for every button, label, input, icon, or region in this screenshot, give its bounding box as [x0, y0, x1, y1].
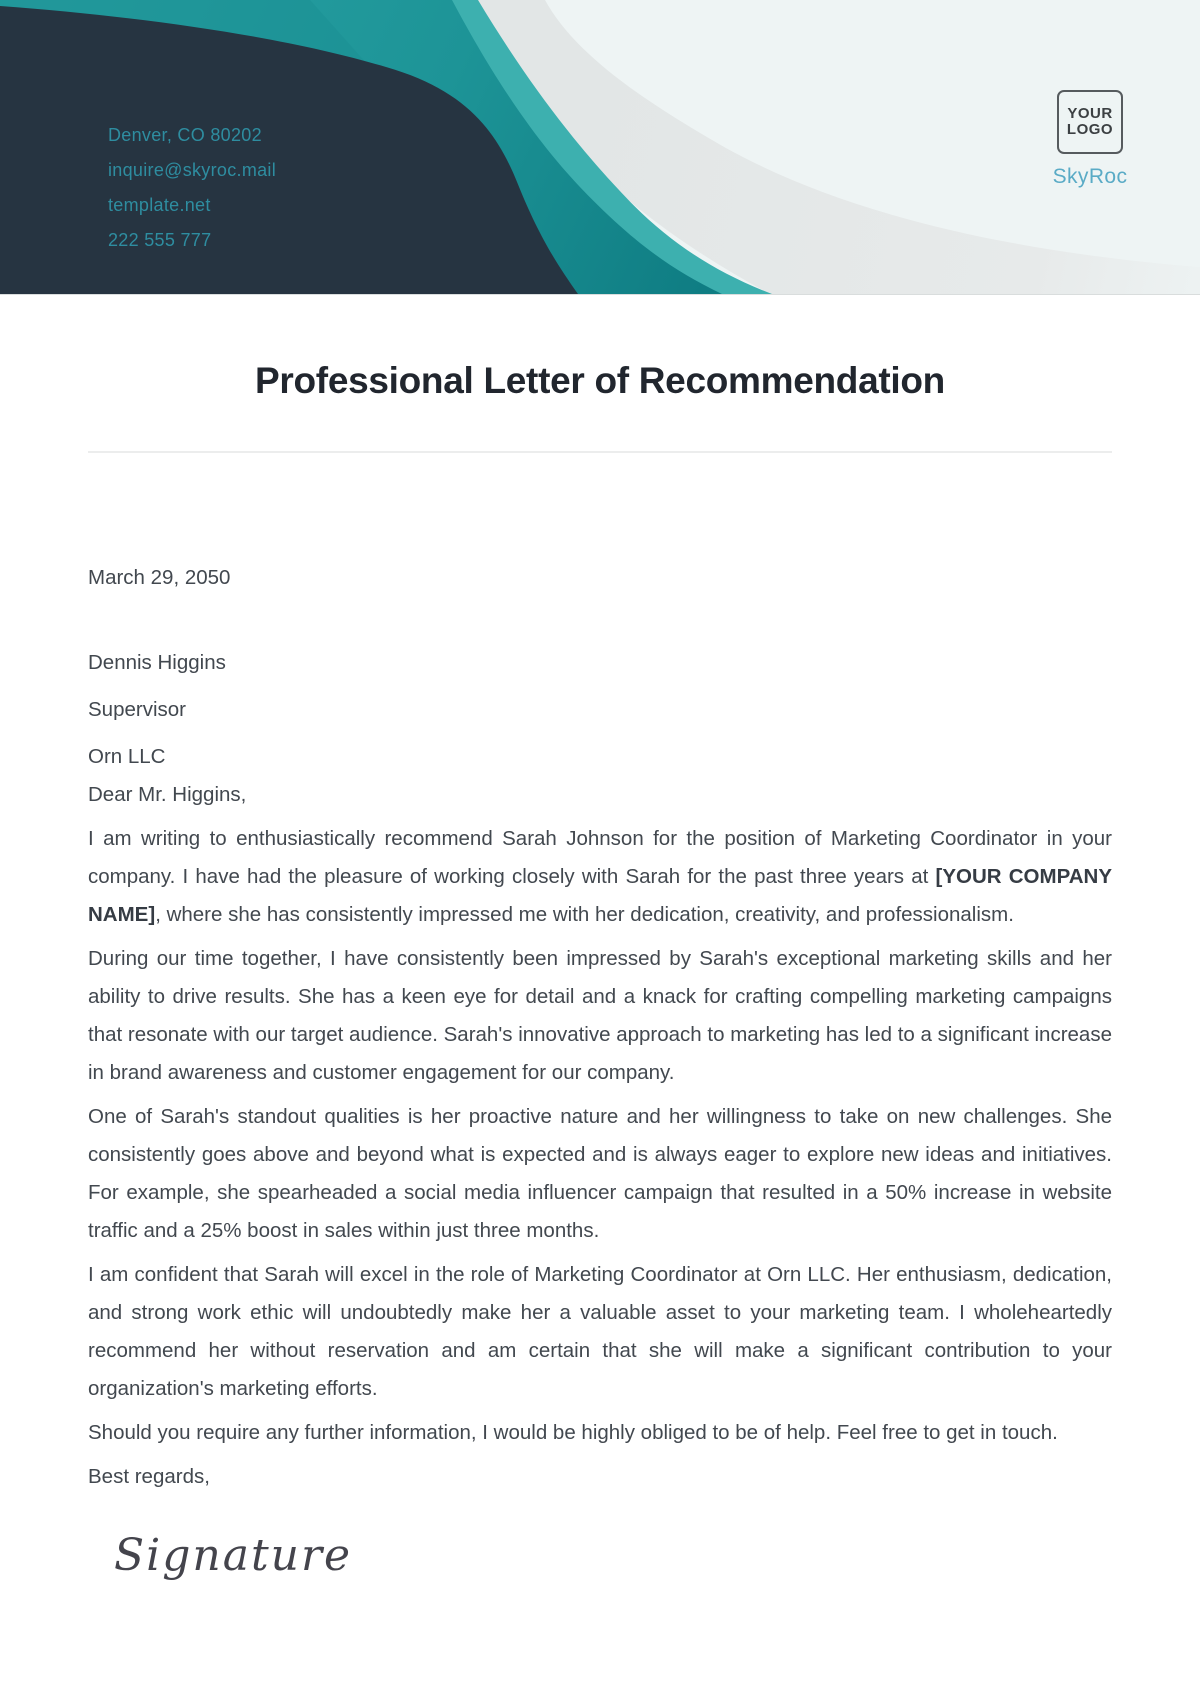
recipient-title: Supervisor: [88, 698, 186, 721]
brand-block: [1005, 90, 1175, 189]
letter-date: March 29, 2050: [88, 566, 231, 589]
contact-website: template.net: [108, 195, 211, 215]
logo-text-line1: YOUR: [1067, 105, 1113, 122]
logo-placeholder: [1057, 90, 1123, 154]
paragraph-1-pre: I am writing to enthusiastically recommend Sarah Johnson for the position of Marketing Coordinator in your company. I have had the pleasure of working closely with Sarah for the past three years at: [88, 827, 1112, 888]
paragraph-skills: During our time together, I have consistently been impressed by Sarah's exceptional marketing skills and her ability to drive results. She has a keen eye for detail and a knack for crafting compelling marketing campaigns that resonate with our target audience. Sarah's innovative approach to marketing has led to a significant increase in brand awareness and customer engagement for our company.: [88, 947, 1112, 1084]
contact-phone: 222 555 777: [108, 230, 212, 250]
paragraph-endorsement: I am confident that Sarah will excel in the role of Marketing Coordinator at Orn LLC. Her enthusiasm, dedication, and strong work ethic will undoubtedly make her a valuable asset to your marketing team. I wholeheartedly recommend her without reservation and am certain that she will make a significant contribution to your organization's marketing efforts.: [88, 1263, 1112, 1400]
title-divider: [88, 451, 1112, 453]
contact-email: inquire@skyroc.mail: [108, 160, 277, 180]
salutation: Dear Mr. Higgins,: [88, 783, 247, 806]
brand-name: SkyRoc: [1052, 165, 1128, 188]
paragraph-introduction: [88, 820, 1112, 934]
paragraph-contact-offer: Should you require any further information, I would be highly obliged to be of help. Feel free to get in touch.: [88, 1421, 1058, 1444]
contact-info: [108, 118, 276, 258]
letter-body: [0, 359, 1200, 1581]
recipient-name: Dennis Higgins: [88, 651, 226, 674]
logo-text-line2: LOGO: [1066, 121, 1114, 138]
company-name-placeholder: [YOUR COMPANY NAME]: [88, 865, 1113, 926]
paragraph-qualities: One of Sarah's standout qualities is her proactive nature and her willingness to take on new challenges. She consistently goes above and beyond what is expected and is always eager to explore new ideas and initiatives. For example, she spearheaded a social media influencer campaign that resulted in a 50% increase in website traffic and a 25% boost in sales within just three months.: [88, 1105, 1112, 1242]
recipient-company: Orn LLC: [88, 745, 166, 768]
closing-phrase: Best regards,: [88, 1465, 210, 1488]
page-title: Professional Letter of Recommendation: [255, 360, 945, 401]
header-banner: [0, 0, 1200, 295]
paragraph-1-post: , where she has consistently impressed me with her dedication, creativity, and professionalism.: [155, 903, 1014, 926]
signature-script: Signature: [114, 1530, 353, 1581]
contact-address: Denver, CO 80202: [108, 125, 262, 145]
